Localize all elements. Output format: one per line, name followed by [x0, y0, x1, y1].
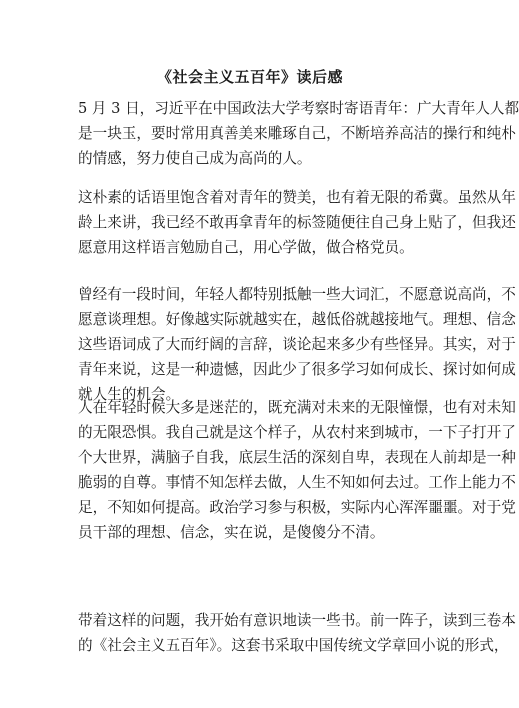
text-line: 5 月 3 日，习近平在中国政法大学考察时寄语青年：广大青年人人都: [78, 100, 519, 117]
text-line: 员干部的理想、信念，实在说，是傻傻分不清。: [78, 524, 385, 541]
paragraph-5: [78, 608, 516, 658]
text-line: 的情感，努力使自己成为高尚的人。: [78, 150, 312, 167]
document-title: 《社会主义五百年》读后感: [156, 68, 343, 86]
text-line: 的《社会主义五百年》。这套书采取中国传统文学章回小说的形式，: [78, 637, 509, 654]
text-line: 足，不知如何提高。政治学习参与积极，实际内心浑浑噩噩。对于党: [78, 499, 516, 516]
paragraph-1: [78, 96, 519, 171]
text-line: 愿意谈理想。好像越实际就越实在，越低俗就越接地气。理想、信念: [78, 311, 516, 328]
text-line: 这朴素的话语里饱含着对青年的赞美，也有着无限的希冀。虽然从年: [78, 189, 516, 206]
text-line: 人在年轻时候大多是迷茫的，既充满对未来的无限憧憬，也有对未知: [78, 399, 516, 416]
paragraph-2: [78, 185, 516, 260]
text-line: 曾经有一段时间，年轻人都特别抵触一些大词汇，不愿意说高尚，不: [78, 286, 516, 303]
text-line: 龄上来讲，我已经不敢再拿青年的标签随便往自己身上贴了，但我还: [78, 214, 516, 231]
text-line: 带着这样的问题，我开始有意识地读一些书。前一阵子，读到三卷本: [78, 612, 516, 629]
text-line: 是一块玉，要时常用真善美来雕琢自己，不断培养高洁的操行和纯朴: [78, 125, 516, 142]
paragraph-3: [78, 282, 516, 407]
text-line: 的无限恐惧。我自己就是这个样子，从农村来到城市，一下子打开了: [78, 424, 516, 441]
text-line: 愿意用这样语言勉励自己，用心学做，做合格党员。: [78, 239, 414, 256]
text-line: 个大世界，满脑子自我，底层生活的深刻自卑，表现在人前却是一种: [78, 449, 516, 466]
text-line: 这些语词成了大而纡阔的言辞，谈论起来多少有些怪异。其实，对于: [78, 336, 516, 353]
text-line: 就人生的机会。: [78, 386, 181, 403]
paragraph-4: [78, 395, 516, 545]
text-line: 青年来说，这是一种遗憾，因此少了很多学习如何成长、探讨如何成: [78, 361, 516, 378]
text-line: 脆弱的自尊。事情不知怎样去做，人生不知如何去过。工作上能力不: [78, 474, 516, 491]
